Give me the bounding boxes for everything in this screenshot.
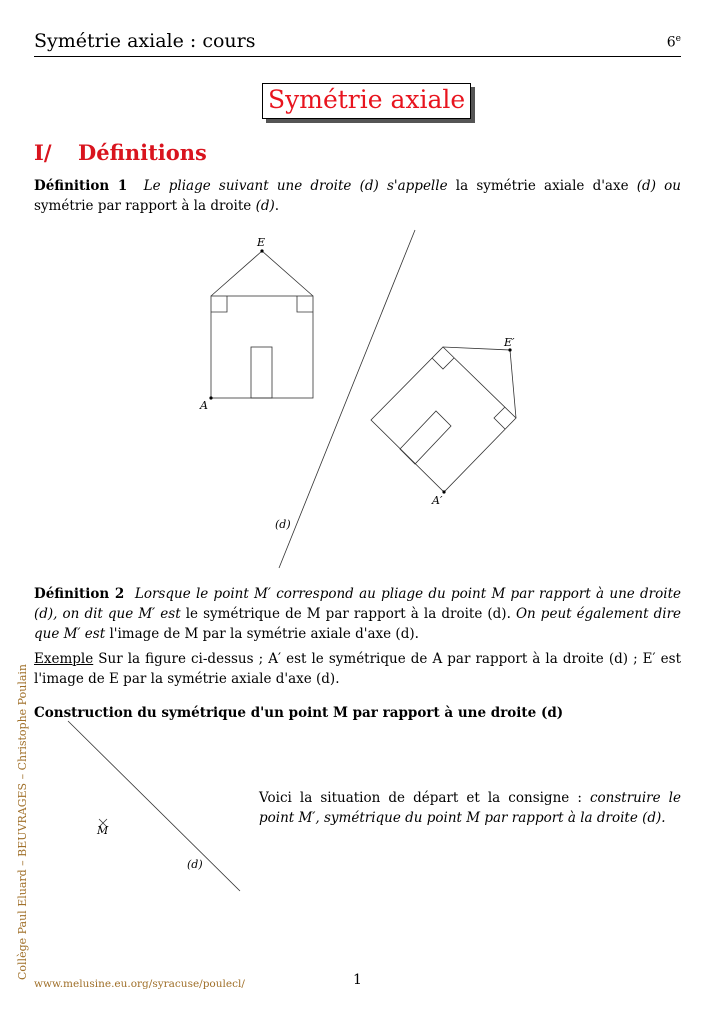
point-A-prime — [442, 490, 445, 493]
definition-1-text: (d) — [255, 198, 275, 214]
image-corner-mark-right — [494, 407, 505, 429]
definition-1-text: Le pliage suivant une droite — [143, 178, 352, 194]
definition-1-text: ou — [664, 178, 681, 194]
grade-superscript: e — [675, 34, 681, 44]
footer-url[interactable]: www.melusine.eu.org/syracuse/poulecl/ — [34, 978, 245, 990]
construction-instruction — [259, 788, 681, 828]
definition-1-text: (d) — [636, 178, 656, 194]
section-label: Définitions — [78, 140, 207, 165]
construction-label-d: (d) — [187, 858, 203, 871]
house-corner-mark-right — [297, 296, 313, 312]
definition-1-text: la symétrie axiale d'axe — [455, 178, 629, 194]
example-text: Sur la figure ci-dessus ; A′ est le symétrique de A par rapport à la droite (d) ; E′ est l'image de E par la symétrie axiale d'axe (d). — [34, 651, 681, 687]
side-credit: Collège Paul Eluard – BEUVRAGES – Christophe Poulain — [16, 663, 29, 980]
instruction-italic: construire le point M′, symétrique du point M par rapport à la droite (d). — [259, 790, 681, 826]
definition-1-label: Définition 1 — [34, 178, 128, 194]
label-E-prime: E′ — [504, 336, 515, 349]
header-title: Symétrie axiale : cours — [34, 30, 256, 52]
definition-1-text: . — [274, 198, 280, 214]
definition-1-text: (d) — [359, 178, 379, 194]
label-E: E — [257, 236, 266, 249]
definition-2-text: On peut également dire que M′ est — [34, 606, 682, 642]
house-roof — [211, 251, 313, 296]
instruction-plain: Voici la situation de départ et la consigne : — [259, 790, 582, 806]
definition-2-text: Lorsque le point M′ correspond au pliage du point M par rapport à une droite (d), on dit que M′ est — [34, 586, 681, 622]
grade-number: 6 — [666, 34, 676, 51]
definition-2 — [34, 584, 681, 644]
label-A-prime: A′ — [432, 494, 443, 507]
main-title: Symétrie axiale — [262, 83, 471, 119]
image-corner-mark-top — [432, 358, 454, 369]
label-A: A — [200, 399, 208, 412]
section-number: I/ — [34, 140, 52, 165]
point-E — [260, 249, 263, 252]
construction-axis-d — [68, 721, 240, 891]
construction-label-M: M — [97, 824, 109, 837]
house-door — [251, 347, 272, 398]
definition-1-text: symétrie par rapport à la droite — [34, 198, 252, 214]
construction-heading: Construction du symétrique d'un point M par rapport à une droite (d) — [34, 705, 564, 721]
example-label: Exemple — [34, 651, 94, 667]
example — [34, 649, 681, 689]
page-number: 1 — [353, 972, 362, 988]
house-corner-mark-left — [211, 296, 227, 312]
definition-2-text: le symétrique de M par rapport à la droite (d). — [185, 606, 511, 622]
label-d: (d) — [275, 518, 291, 531]
definition-1-text: s'appelle — [386, 178, 448, 194]
axis-d — [279, 230, 415, 568]
point-A — [209, 396, 212, 399]
definition-2-text: l'image de M par la symétrie axiale d'axe (d). — [109, 626, 419, 642]
definition-2-label: Définition 2 — [34, 586, 125, 602]
